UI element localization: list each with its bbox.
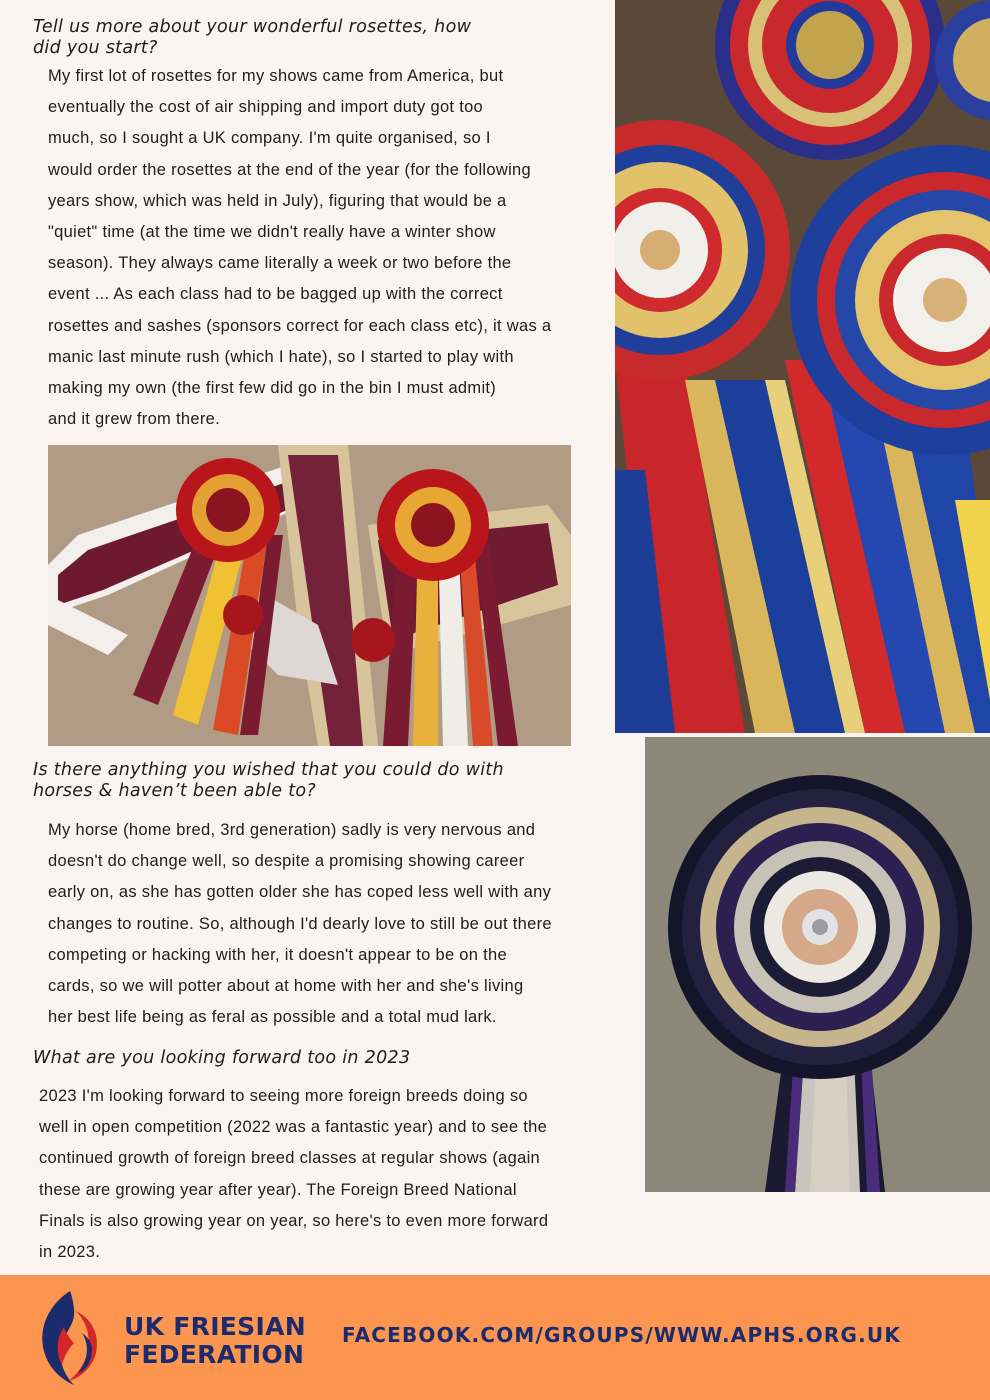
text-line: Finals is also growing year on year, so here's to even more forward — [39, 1211, 549, 1230]
text-line: continued growth of foreign breed classes at regular shows (again — [39, 1149, 541, 1168]
text-line: these are growing year after year). The Foreign Breed National — [39, 1180, 517, 1199]
heading-line: did you start? — [33, 38, 158, 58]
text-line: early on, as she has gotten older she has coped less well with any — [48, 883, 552, 902]
text-line: and it grew from there. — [48, 410, 220, 429]
answer-2023-text — [39, 1081, 629, 1268]
text-line: doesn't do change well, so despite a promising showing career — [48, 852, 525, 871]
sashes-rosettes-illustration — [48, 445, 571, 746]
question-rosettes-heading — [33, 17, 471, 59]
text-line: in 2023. — [39, 1243, 101, 1262]
rosettes-collage-illustration — [615, 0, 990, 733]
text-line: making my own (the first few did go in the bin I must admit) — [48, 379, 497, 398]
footer-url-link[interactable]: FACEBOOK.COM/GROUPS/WWW.APHS.ORG.UK — [342, 1323, 902, 1347]
text-line: her best life being as feral as possible and a total mud lark. — [48, 1008, 497, 1027]
text-line: changes to routine. So, although I'd dearly love to still be out there — [48, 914, 552, 933]
rosettes-collage-photo — [615, 0, 990, 733]
footer-bar — [0, 1275, 990, 1400]
sashes-rosettes-photo — [48, 445, 571, 746]
heading-line: Is there anything you wished that you could do with — [33, 760, 504, 780]
heading-line: What are you looking forward too in 2023 — [33, 1048, 411, 1068]
text-line: 2023 I'm looking forward to seeing more foreign breeds doing so — [39, 1087, 528, 1105]
text-line: much, so I sought a UK company. I'm quite organised, so I — [48, 129, 491, 148]
text-line: My first lot of rosettes for my shows came from America, but — [48, 67, 504, 85]
heading-line: Tell us more about your wonderful rosettes, how — [33, 17, 472, 37]
question-wishes-heading — [33, 760, 504, 802]
text-line: well in open competition (2022 was a fantastic year) and to see the — [39, 1118, 548, 1137]
text-line: "quiet" time (at the time we didn't really have a winter show — [48, 223, 496, 242]
text-line: would order the rosettes at the end of the year (for the following — [48, 160, 531, 179]
logo-line: FEDERATION — [124, 1340, 305, 1369]
logo-flame-shape — [30, 1287, 110, 1387]
logo-line: UK FRIESIAN — [124, 1312, 306, 1341]
text-line: competing or hacking with her, it doesn't appear to be on the — [48, 945, 507, 964]
friesian-horse-logo-icon — [30, 1287, 110, 1387]
answer-rosettes-text — [48, 61, 613, 435]
text-line: cards, so we will potter about at home with her and she's living — [48, 977, 524, 996]
text-line: rosettes and sashes (sponsors correct for each class etc), it was a — [48, 316, 552, 335]
text-line: manic last minute rush (which I hate), so I started to play with — [48, 347, 514, 366]
text-line: eventually the cost of air shipping and import duty got too — [48, 98, 484, 117]
heading-line: horses & haven’t been able to? — [33, 781, 316, 801]
text-line: season). They always came literally a week or two before the — [48, 254, 512, 273]
text-line: event ... As each class had to be bagged up with the correct — [48, 285, 503, 304]
navy-rosette-illustration — [645, 737, 990, 1192]
answer-wishes-text — [48, 815, 625, 1033]
text-line: My horse (home bred, 3rd generation) sadly is very nervous and — [48, 821, 536, 839]
question-2023-heading — [33, 1048, 410, 1069]
navy-rosette-photo — [645, 737, 990, 1192]
federation-logo-text — [124, 1313, 306, 1369]
text-line: years show, which was held in July), figuring that would be a — [48, 191, 507, 210]
